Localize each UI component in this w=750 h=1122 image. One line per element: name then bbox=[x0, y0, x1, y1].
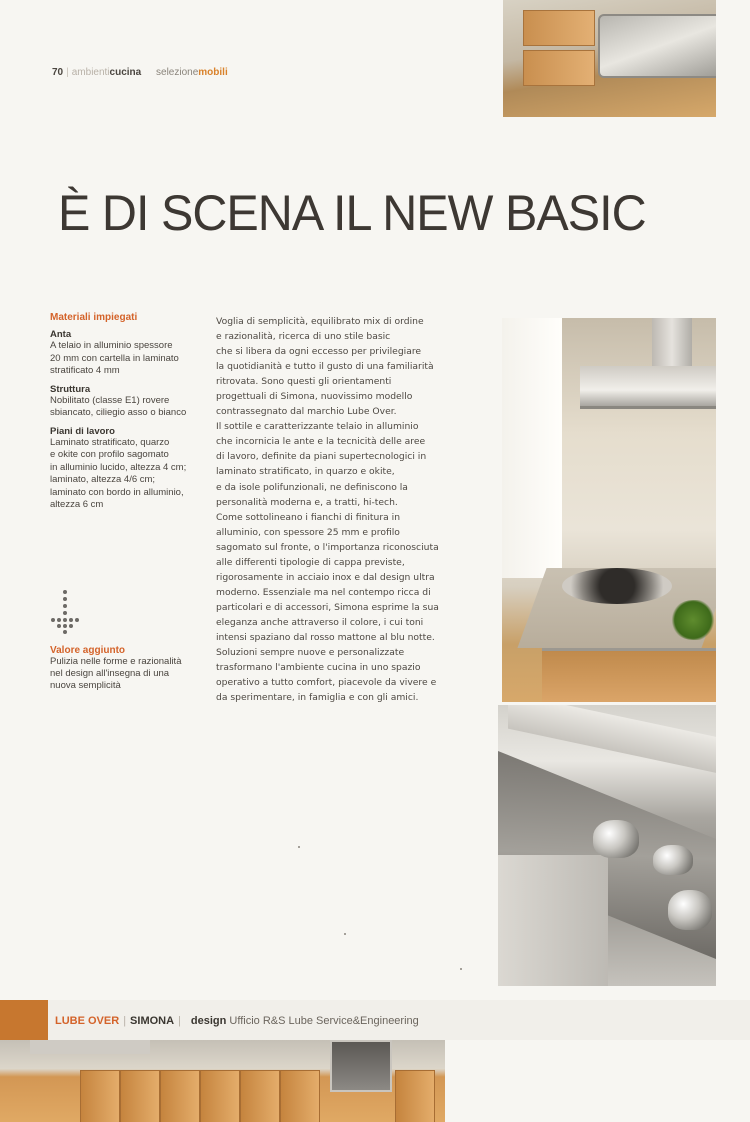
range-hood bbox=[30, 1040, 150, 1054]
header-separator: | bbox=[66, 67, 69, 78]
accent-strip bbox=[0, 1000, 48, 1040]
scan-speck bbox=[298, 846, 300, 848]
window-light bbox=[502, 318, 562, 578]
oven bbox=[330, 1040, 392, 1092]
material-item bbox=[50, 384, 210, 420]
sink-shape bbox=[598, 14, 716, 78]
material-text: Nobilitato (classe E1) rovere sbiancato, ciliegio asso o bianco bbox=[50, 394, 187, 418]
scan-speck bbox=[460, 968, 462, 970]
added-value-title: Valore aggiunto bbox=[50, 645, 126, 656]
credit-model: SIMONA bbox=[130, 1015, 175, 1027]
cabinet-door bbox=[395, 1070, 435, 1122]
credit-separator: | bbox=[178, 1015, 181, 1027]
dots-arrow-icon bbox=[50, 590, 84, 634]
cabinet-door bbox=[120, 1070, 160, 1122]
gas-hob bbox=[562, 568, 672, 604]
material-heading: Piani di lavoro bbox=[50, 425, 115, 437]
cabinet-door bbox=[240, 1070, 280, 1122]
cabinet-door bbox=[160, 1070, 200, 1122]
cabinet-door bbox=[280, 1070, 320, 1122]
credit-brand: LUBE OVER bbox=[55, 1015, 120, 1027]
magazine-brand-bold: mobili bbox=[198, 67, 228, 78]
cabinet-door bbox=[80, 1070, 120, 1122]
base-cabinet bbox=[542, 648, 716, 702]
material-heading: Struttura bbox=[50, 383, 91, 395]
plant bbox=[670, 600, 716, 640]
wall-rail bbox=[508, 705, 716, 773]
material-text: A telaio in alluminio spessore 20 mm con cartella in laminato stratificato 4 mm bbox=[50, 340, 179, 376]
magazine-brand-light: selezione bbox=[156, 67, 199, 78]
credit-separator: | bbox=[123, 1015, 127, 1027]
range-hood bbox=[580, 366, 716, 409]
page-number: 70 bbox=[52, 67, 64, 78]
cooking-pot bbox=[593, 820, 639, 858]
section-label-light: ambienti bbox=[71, 67, 110, 78]
scan-speck bbox=[344, 933, 346, 935]
material-item bbox=[50, 426, 210, 512]
added-value-text: Pulizia nelle forme e razionalità nel design all'insegna di una nuova semplicità bbox=[50, 656, 182, 691]
kitchen-sink-photo bbox=[503, 0, 716, 117]
section-label-bold: cucina bbox=[109, 67, 142, 78]
cabinet-door bbox=[523, 50, 595, 86]
cabinet-door bbox=[523, 10, 595, 46]
cooking-pot bbox=[653, 845, 693, 875]
cooking-pot bbox=[668, 890, 712, 930]
credit-designer: Ufficio R&S Lube Service&Engineering bbox=[229, 1015, 419, 1027]
article-headline: È DI SCENA IL NEW BASIC bbox=[58, 185, 646, 241]
material-item bbox=[50, 329, 210, 378]
kitchen-overview-photo bbox=[0, 1040, 445, 1122]
materials-title: Materiali impiegati bbox=[50, 312, 138, 323]
hood-chimney bbox=[652, 318, 692, 368]
material-heading: Anta bbox=[50, 329, 72, 340]
drawer-fronts bbox=[498, 855, 608, 986]
credit-design-label: design bbox=[190, 1015, 227, 1027]
page-header bbox=[52, 67, 228, 78]
kitchen-worktop-photo bbox=[498, 705, 716, 986]
cabinet-door bbox=[200, 1070, 240, 1122]
added-value-box bbox=[50, 645, 210, 692]
kitchen-hood-photo bbox=[502, 318, 716, 702]
product-credit bbox=[55, 1015, 419, 1027]
materials-sidebar bbox=[50, 312, 210, 512]
article-body: Voglia di semplicità, equilibrato mix di ordine e razionalità, ricerca di uno stile basic che si libera da ogni eccesso per privilegiare la quotidianità e tutto il gusto di una familiarità ritrovata. Sono questi gli orientamenti progettuali di Simona, nuovissimo modello contrassegnato dal marchio Lube Over. Il sottile e caratterizzante telaio in alluminio che incornicia le ante e la tecnicità delle aree di lavoro, definite da piani supertecnologici in laminato stratificato, in quarzo e okite, e da isole polifunzionali, ne definiscono la personalità moderna e, a tratti, hi-tech. Come sottolineano i fianchi di finitura in alluminio, con spessore 25 mm e profilo sagomato sul fronte, o l'importanza riconosciuta alle differenti tipologie di cappa previste, rigorosamente in acciaio inox e dal design ultra moderno. Essenziale ma nel contempo ricca di particolari e di accessori, Simona esprime la sua eleganza anche attraverso il colore, i cui toni intensi spaziano dal rosso mattone al blu notte. Soluzioni sempre nuove e personalizzate trasformano l'ambiente cucina in uno spazio operativo a tutto comfort, piacevole da vivere e da sperimentare, in famiglia e con gli amici. bbox=[216, 316, 439, 704]
material-text: Laminato stratificato, quarzo e okite con profilo sagomato in alluminio lucido, altezza 4 cm; laminato, altezza 4/6 cm; laminato con bordo in alluminio, altezza 6 cm bbox=[50, 436, 187, 510]
